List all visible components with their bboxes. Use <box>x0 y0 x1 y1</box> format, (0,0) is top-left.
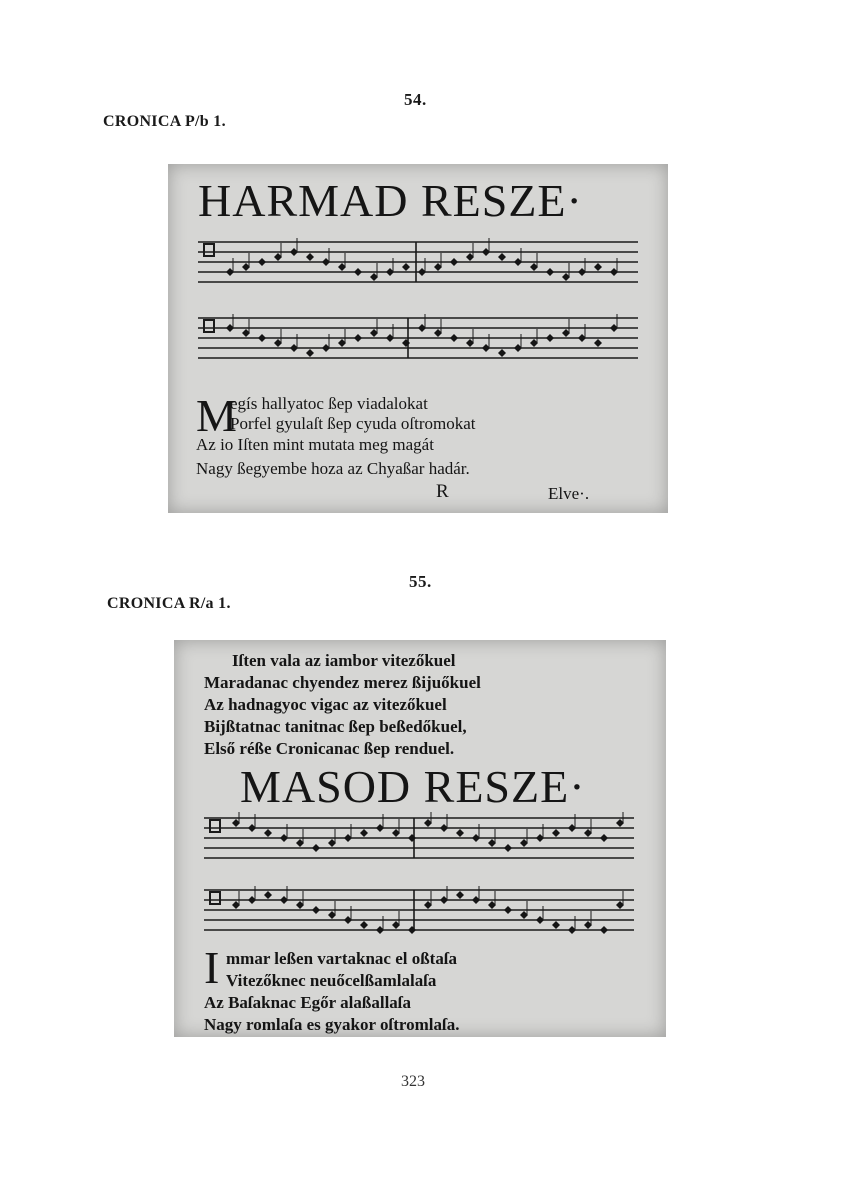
catchword-right: Elve·. <box>548 484 590 503</box>
note-mark <box>546 268 554 276</box>
plate-heading: HARMAD RESZE· <box>198 175 583 226</box>
note-mark <box>504 844 512 852</box>
example-number: 54. <box>404 90 427 109</box>
note-mark <box>354 334 362 342</box>
verse-line: Nagy ßegyembe hoza az Chyaßar hadár. <box>196 459 470 478</box>
note-mark <box>360 921 368 929</box>
verse-line: Porfel gyulaſt ßep cyuda oſtromokat <box>230 414 476 433</box>
note-mark <box>450 258 458 266</box>
music-staves <box>174 812 666 942</box>
note-mark <box>360 829 368 837</box>
page-number: 323 <box>401 1073 425 1090</box>
verse-line: Vitezőknec neuőcelßamlalaſa <box>226 971 437 990</box>
note-mark <box>552 829 560 837</box>
note-mark <box>306 349 314 357</box>
note-mark <box>600 926 608 934</box>
verse-line: Első réße Cronicanac ßep renduel. <box>204 739 455 758</box>
note-mark <box>450 334 458 342</box>
note-mark <box>312 906 320 914</box>
verse-line: Az io Iſten mint mutata meg magát <box>196 435 434 454</box>
verse-initial: I <box>204 942 220 993</box>
plate-heading: MASOD RESZE· <box>240 761 586 812</box>
staff <box>198 314 638 358</box>
staff <box>204 812 634 858</box>
music-staves <box>168 230 668 400</box>
note-mark <box>552 921 560 929</box>
verse-line: Az Baſaknac Egőr alaßallaſa <box>204 993 412 1012</box>
facsimile-plate <box>174 640 666 1037</box>
source-reference: CRONICA R/a 1. <box>107 595 231 612</box>
note-mark <box>456 891 464 899</box>
verse-line: Bijßtatnac tanitnac ßep beßedőkuel, <box>204 717 467 736</box>
note-mark <box>258 334 266 342</box>
note-mark <box>306 253 314 261</box>
staff <box>198 238 638 282</box>
verse-initial: M <box>196 390 237 441</box>
note-mark <box>456 829 464 837</box>
note-mark <box>600 834 608 842</box>
note-mark <box>594 339 602 347</box>
note-mark <box>498 349 506 357</box>
note-mark <box>594 263 602 271</box>
verse-line: Az hadnagyoc vigac az vitezőkuel <box>204 695 447 714</box>
note-mark <box>504 906 512 914</box>
note-mark <box>258 258 266 266</box>
staff <box>204 886 634 934</box>
note-mark <box>264 891 272 899</box>
verse-line: mmar leßen vartaknac el oßtaſa <box>226 949 458 968</box>
verse-line: Iſten vala az iambor vitezőkuel <box>232 651 456 670</box>
note-mark <box>354 268 362 276</box>
verse-line: egís hallyatoc ßep viadalokat <box>230 394 428 413</box>
source-reference: CRONICA P/b 1. <box>103 113 226 130</box>
note-mark <box>402 263 410 271</box>
catchword-left: R <box>436 481 449 502</box>
note-mark <box>264 829 272 837</box>
verse-line: Maradanac chyendez merez ßijuőkuel <box>204 673 481 692</box>
example-number: 55. <box>409 572 432 591</box>
note-mark <box>312 844 320 852</box>
note-mark <box>546 334 554 342</box>
facsimile-plate <box>168 164 668 513</box>
note-mark <box>498 253 506 261</box>
verse-line: Nagy romlaſa es gyakor oſtromlaſa. <box>204 1015 460 1034</box>
